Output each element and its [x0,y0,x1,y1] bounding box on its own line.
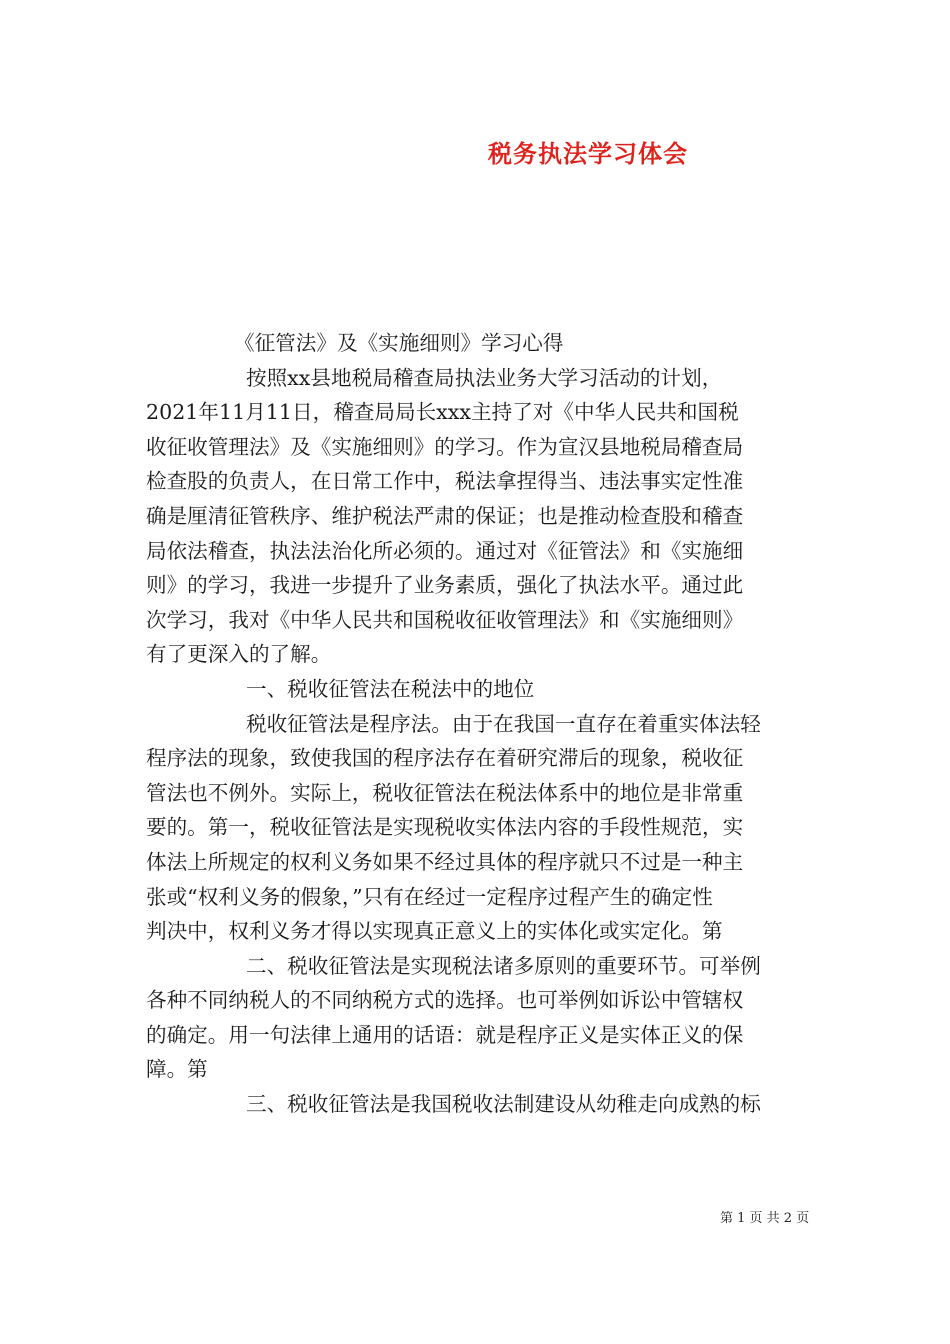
paragraph-line: 张或“权利义务的假象，”只有在经过一定程序过程产生的确定性 [146,884,713,909]
section-heading: 一、税收征管法在税法中的地位 [246,676,535,701]
paragraph-line: 有了更深入的了解。 [146,642,332,667]
paragraph-line: 收征收管理法》及《实施细则》的学习。作为宣汉县地税局稽查局 [146,434,744,459]
paragraph-line: 体法上所规定的权利义务如果不经过具体的程序就只不过是一种主 [146,849,744,874]
paragraph-line: 要的。第一，税收征管法是实现税收实体法内容的手段性规范，实 [146,815,744,840]
paragraph-line: 检查股的负责人，在日常工作中，税法拿捏得当、违法事实定性准 [146,469,744,494]
paragraph-line: 程序法的现象，致使我国的程序法存在着研究滞后的现象，税收征 [146,746,744,771]
subtitle-line: 《征管法》及《实施细则》学习心得 [234,331,564,355]
paragraph-line: 确是厘清征管秩序、维护税法严肃的保证；也是推动检查股和稽查 [146,503,744,528]
paragraph-line: 障。第 [146,1057,208,1082]
paragraph-line: 2021年11月11日，稽查局局长xxx主持了对《中华人民共和国税 [146,400,739,425]
paragraph-line: 则》的学习，我进一步提升了业务素质，强化了执法水平。通过此 [146,573,744,598]
paragraph-line: 局依法稽查，执法法治化所必须的。通过对《征管法》和《实施细 [146,538,744,563]
document-title: 税务执法学习体会 [488,139,688,168]
paragraph-line: 的确定。用一句法律上通用的话语：就是程序正义是实体正义的保 [146,1022,744,1047]
paragraph-line: 管法也不例外。实际上，税收征管法在税法体系中的地位是非常重 [146,780,744,805]
paragraph-line: 判决中，权利义务才得以实现真正意义上的实体化或实定化。第 [146,919,723,944]
paragraph-line: 各种不同纳税人的不同纳税方式的选择。也可举例如诉讼中管辖权 [146,988,744,1013]
paragraph-line: 三、税收征管法是我国税收法制建设从幼稚走向成熟的标 [246,1092,761,1117]
paragraph-line: 二、税收征管法是实现税法诸多原则的重要环节。可举例 [246,953,761,978]
page-number-footer: 第 1 页 共 2 页 [720,1211,810,1226]
document-body [146,326,806,1122]
paragraph-line: 税收征管法是程序法。由于在我国一直存在着重实体法轻 [246,711,761,736]
paragraph-line: 次学习，我对《中华人民共和国税收征收管理法》和《实施细则》 [146,607,744,632]
paragraph-line: 按照xx县地税局稽查局执法业务大学习活动的计划， [246,365,723,390]
